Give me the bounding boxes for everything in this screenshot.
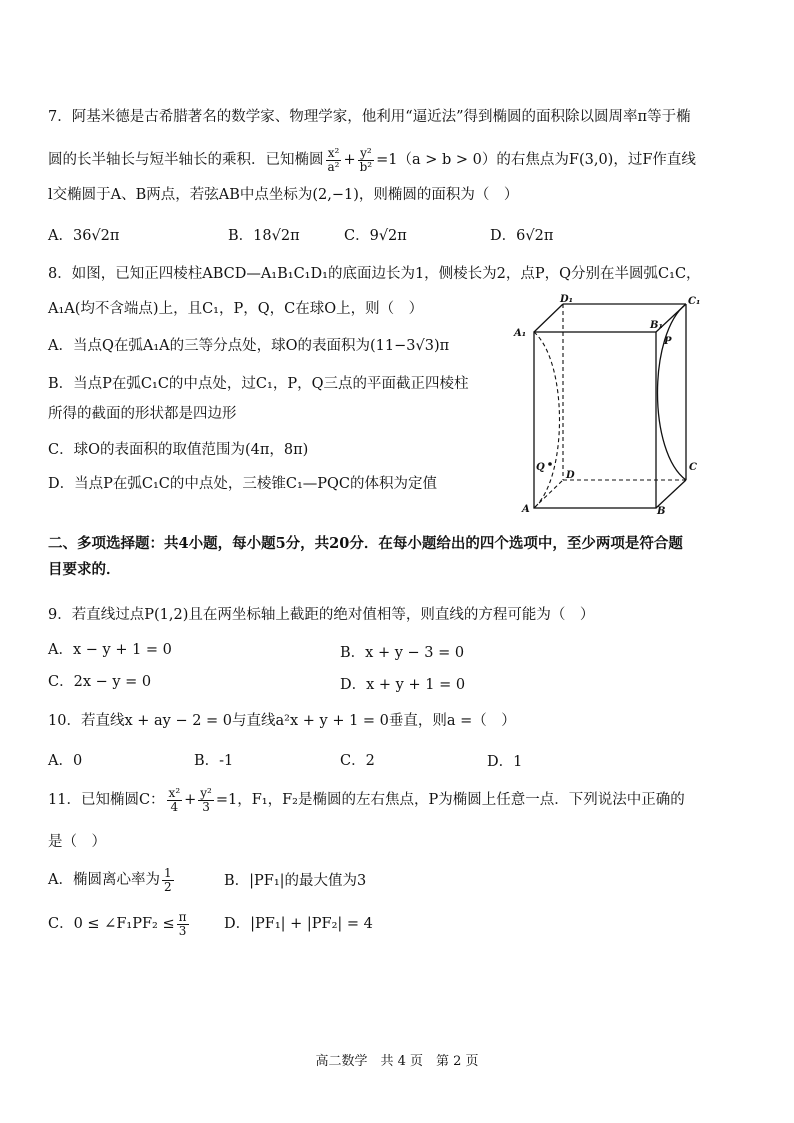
edge-A1-D1 bbox=[534, 304, 563, 332]
q11-option-c-text: C．0 ≤ ∠F₁PF₂ ≤ bbox=[48, 916, 175, 932]
q7-line2 bbox=[48, 143, 696, 177]
q11-line1-text: 11．已知椭圆C： bbox=[48, 792, 165, 808]
q9-option-d: D．x + y + 1 = 0 bbox=[340, 677, 466, 693]
q11-fraction-x bbox=[167, 787, 183, 814]
q11-option-a-text: A．椭圆离心率为 bbox=[48, 872, 160, 888]
q8-line2: A₁A(均不含端点)上，且C₁，P，Q，C在球O上，则（ ） bbox=[48, 301, 424, 317]
q8-option-d: D．当点P在弧C₁C的中点处，三棱锥C₁—PQC的体积为定值 bbox=[48, 476, 438, 492]
q11-option-b: B．|PF₁|的最大值为3 bbox=[224, 873, 367, 889]
label-B1: B₁ bbox=[650, 320, 663, 331]
q11-line1-rest: =1，F₁，F₂是椭圆的左右焦点，P为椭圆上任意一点．下列说法中正确的 bbox=[215, 792, 685, 808]
q7-line3: l交椭圆于A、B两点，若弦AB中点坐标为(2,−1)，则椭圆的面积为（ ） bbox=[48, 187, 519, 203]
q8-option-b-line1: B．当点P在弧C₁C的中点处，过C₁，P，Q三点的平面截正四棱柱 bbox=[48, 376, 469, 392]
arc-A1A-hidden bbox=[534, 332, 560, 508]
q7-fraction-y bbox=[358, 147, 375, 174]
q11-frac-y-den: 3 bbox=[202, 799, 210, 814]
edge-A-D-hidden bbox=[534, 480, 563, 508]
section2-heading-line1: 二、多项选择题：共4小题，每小题5分，共20分．在每小题给出的四个选项中，至少两项是符合题 bbox=[48, 535, 683, 552]
q7-frac-x-num: x² bbox=[327, 145, 340, 160]
label-P: P bbox=[664, 336, 672, 347]
q7-line1: 7．阿基米德是古希腊著名的数学家、物理学家，他利用“逼近法”得到椭圆的面积除以圆周率π等于椭 bbox=[48, 109, 691, 125]
prism-front-face bbox=[534, 332, 656, 508]
q7-option-c: C．9√2π bbox=[344, 228, 407, 244]
prism-figure bbox=[510, 292, 710, 517]
q7-plus: + bbox=[343, 152, 356, 168]
label-C1: C₁ bbox=[688, 296, 701, 307]
q7-frac-y-den: b² bbox=[359, 159, 373, 174]
q11-option-d: D．|PF₁| + |PF₂| = 4 bbox=[224, 916, 373, 932]
q8-option-a: A．当点Q在弧A₁A的三等分点处，球O的表面积为(11−3√3)π bbox=[48, 338, 450, 354]
q10-option-d: D．1 bbox=[487, 754, 523, 770]
q9-option-b: B．x + y − 3 = 0 bbox=[340, 645, 465, 661]
q9-stem: 9．若直线过点P(1,2)且在两坐标轴上截距的绝对值相等，则直线的方程可能为（ ） bbox=[48, 607, 595, 623]
q7-frac-x-den: a² bbox=[327, 159, 340, 174]
label-A: A bbox=[522, 504, 530, 515]
label-A1: A₁ bbox=[514, 328, 527, 339]
q11-option-c-fraction bbox=[177, 911, 189, 938]
q10-stem: 10．若直线x + ay − 2 = 0与直线a²x + y + 1 = 0垂直，则a =（ ） bbox=[48, 713, 516, 729]
q11-option-a-den: 2 bbox=[163, 879, 172, 894]
section2-heading-line2: 目要求的． bbox=[48, 561, 121, 578]
q11-option-a bbox=[48, 862, 176, 898]
q7-option-d: D．6√2π bbox=[490, 228, 554, 244]
q9-option-a: A．x − y + 1 = 0 bbox=[48, 642, 172, 658]
q11-frac-y-num: y² bbox=[200, 785, 212, 800]
q11-option-a-fraction bbox=[162, 867, 174, 894]
q8-option-c: C．球O的表面积的取值范围为(4π，8π) bbox=[48, 442, 309, 458]
q11-frac-x-den: 4 bbox=[170, 799, 179, 814]
q7-option-b: B．18√2π bbox=[228, 228, 300, 244]
q11-option-a-num: 1 bbox=[163, 865, 172, 880]
q11-frac-x-num: x² bbox=[168, 785, 181, 800]
q10-option-b: B．-1 bbox=[194, 753, 234, 769]
q7-line2-rest: =1（a > b > 0）的右焦点为F(3,0)，过F作直线 bbox=[376, 152, 696, 168]
edge-B-C bbox=[656, 480, 686, 508]
q11-line1 bbox=[48, 782, 685, 818]
q7-fraction-x bbox=[326, 147, 342, 174]
page-footer: 高二数学 共 4 页 第 2 页 bbox=[315, 1054, 479, 1069]
q10-option-c: C．2 bbox=[340, 753, 375, 769]
label-D: D bbox=[566, 470, 575, 481]
label-B: B bbox=[657, 506, 666, 517]
q11-fraction-y bbox=[198, 787, 214, 814]
label-D1: D₁ bbox=[560, 294, 574, 305]
q11-line2: 是（ ） bbox=[48, 834, 106, 850]
q7-frac-y-num: y² bbox=[360, 145, 372, 160]
q9-option-c: C．2x − y = 0 bbox=[48, 674, 152, 690]
label-C: C bbox=[689, 462, 697, 473]
q7-line2-text: 圆的长半轴长与短半轴长的乘积．已知椭圆 bbox=[48, 152, 324, 168]
q11-option-c-num: π bbox=[178, 909, 187, 924]
q11-plus: + bbox=[184, 792, 197, 808]
q7-option-a: A．36√2π bbox=[48, 228, 120, 244]
q10-option-a: A．0 bbox=[48, 753, 83, 769]
q11-option-c bbox=[48, 906, 191, 942]
q8-line1: 8．如图，已知正四棱柱ABCD—A₁B₁C₁D₁的底面边长为1，侧棱长为2，点P，Q分别在半圆弧C₁C， bbox=[48, 266, 701, 282]
q11-option-c-den: 3 bbox=[178, 923, 187, 938]
q8-option-b-line2: 所得的截面的形状都是四边形 bbox=[48, 406, 237, 422]
label-Q: Q bbox=[536, 462, 545, 473]
point-Q bbox=[548, 462, 552, 466]
